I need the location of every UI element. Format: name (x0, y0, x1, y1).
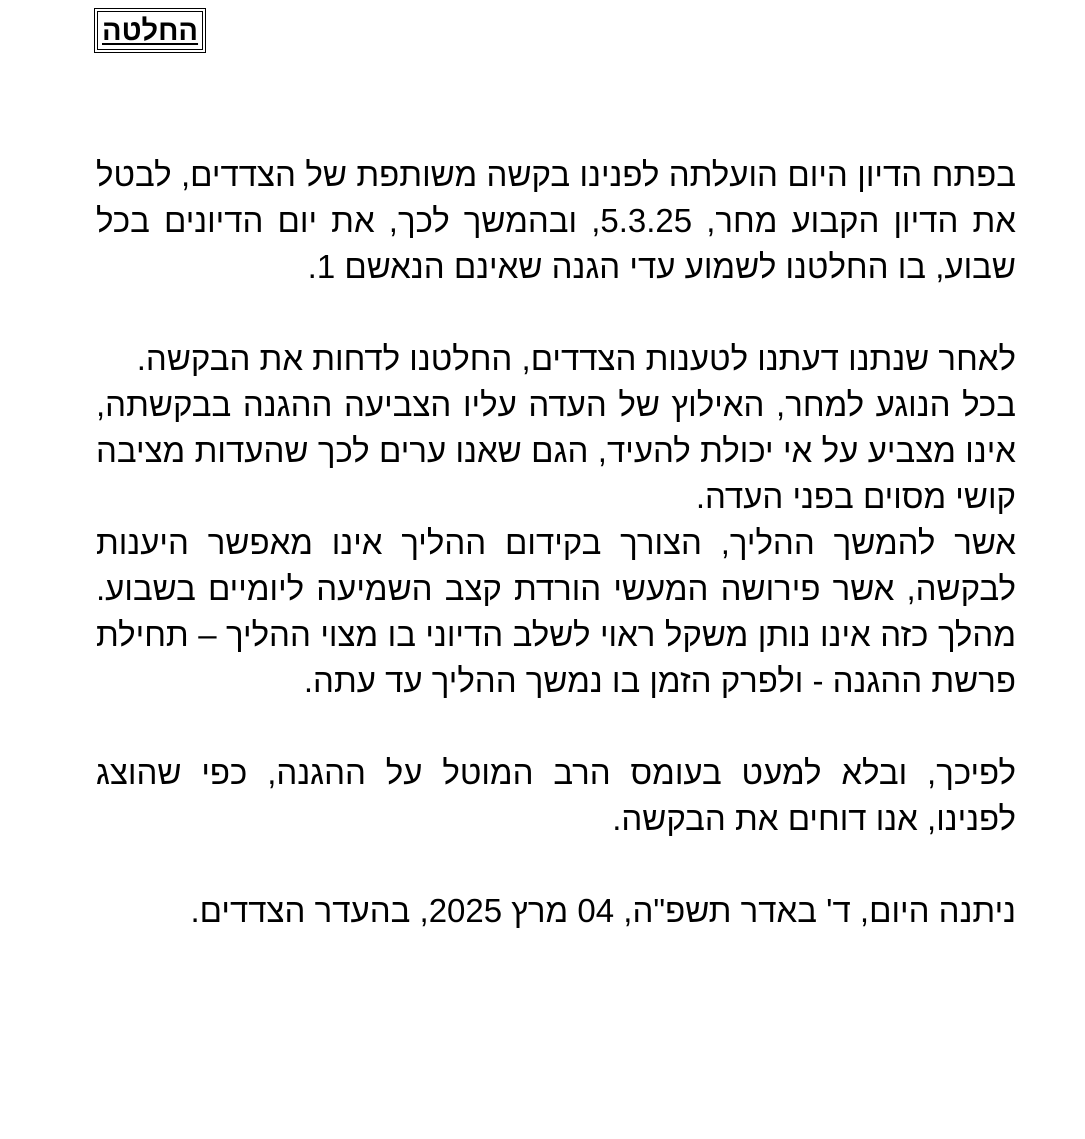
paragraph-conclusion: לפיכך, ובלא למעט בעומס הרב המוטל על ההגנה, כפי שהוצג לפנינו, אנו דוחים את הבקשה. (96, 754, 1016, 837)
paragraph-gap (96, 704, 1016, 750)
paragraph-rejection: לאחר שנתנו דעתנו לטענות הצדדים, החלטנו לדחות את הבקשה. (136, 340, 1016, 377)
paragraph-gap (96, 290, 1016, 336)
paragraph-gap (96, 842, 1016, 888)
document-title-box (94, 8, 206, 53)
decision-body (96, 152, 1016, 934)
paragraph-date-given: ניתנה היום, ד' באדר תשפ"ה, 04 מרץ 2025, בהעדר הצדדים. (190, 892, 1016, 929)
paragraph-request: בפתח הדיון היום הועלתה לפנינו בקשה משותפת של הצדדים, לבטל את הדיון הקבוע מחר, 5.3.25, ובהמשך לכך, את יום הדיונים בכל שבוע, בו החלטנו לשמוע עדי הגנה שאינם הנאשם 1. (96, 156, 1016, 285)
paragraph-continuation: אשר להמשך ההליך, הצורך בקידום ההליך אינו מאפשר היענות לבקשה, אשר פירושה המעשי הורדת קצב השמיעה ליומיים בשבוע. מהלך כזה אינו נותן משקל ראוי לשלב הדיוני בו מצוי ההליך – תחילת פרשת ההגנה - ולפרק הזמן בו נמשך ההליך עד עתה. (96, 524, 1016, 699)
paragraph-tomorrow: בכל הנוגע למחר, האילוץ של העדה עליו הצביעה ההגנה בבקשתה, אינו מצביע על אי יכולת להעיד, הגם שאנו ערים לכך שהעדות מציבה קושי מסוים בפני העדה. (96, 386, 1016, 515)
document-title: החלטה (97, 11, 203, 50)
